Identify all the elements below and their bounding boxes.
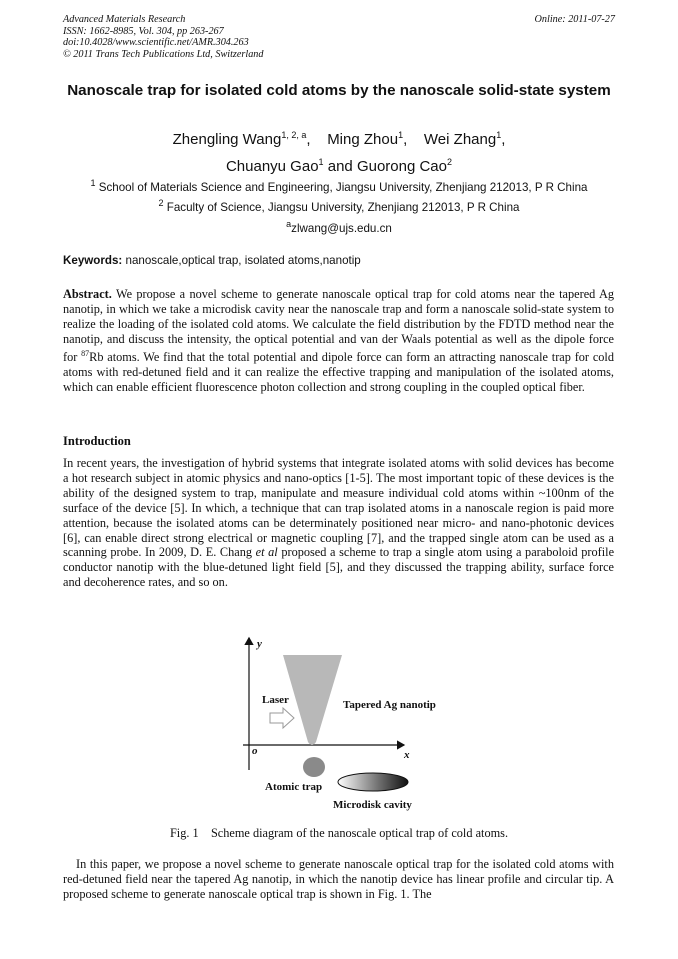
- isotope-sup: 87: [81, 348, 90, 358]
- affiliation-text: School of Materials Science and Engineering, Jiangsu University, Zhenjiang 212013, P R China: [98, 180, 588, 194]
- tapered-nanotip-shape: [283, 655, 342, 745]
- microdisk-label: Microdisk cavity: [333, 799, 412, 811]
- x-axis-label: x: [404, 749, 410, 761]
- figure-1: [0, 630, 678, 830]
- author-name: Wei Zhang: [423, 131, 497, 148]
- abstract: [63, 287, 614, 394]
- keywords: [63, 254, 361, 267]
- body-paragraph: In this paper, we propose a novel scheme to generate nanoscale optical trap for the isolated cold atoms with red-detuned field near the tapered Ag nanotip, in which the nanotip device has linear profile and circular tip. A proposed scheme to generate nanoscale optical trap is shown in Fig. 1. The: [63, 857, 614, 901]
- corresponding-email: [40, 217, 638, 236]
- intro-text-2: proposed a scheme to trap a single atom using a paraboloid profile conductor nanotip with the blue-detuned light field [5], and they discussed the trapping ability, surface force and decoherence rates, and so on.: [63, 545, 615, 590]
- keywords-label: Keywords:: [63, 254, 123, 267]
- journal-header: [63, 14, 263, 60]
- affiliation-sup: 2: [158, 198, 164, 208]
- copyright-line: © 2011 Trans Tech Publications Ltd, Switzerland: [63, 48, 264, 60]
- author-affil-sup: 1, 2, a: [281, 130, 307, 140]
- author-affil-sup: 1: [318, 157, 324, 167]
- figure-caption-number: Fig. 1: [169, 826, 199, 840]
- online-date: Online: 2011-07-27: [534, 14, 615, 25]
- abstract-label: Abstract.: [63, 287, 112, 301]
- author-list: Zhengling Wang$^{1, 2, a}$, Ming Zhou$^1$, Wei Zhang$^1$, Chuanyu Gao$^1$ and Guorong Cao$^2$: [172, 130, 506, 175]
- atomic-trap-atom: [303, 757, 325, 777]
- abstract-text-2: Rb atoms. We find that the total potential and dipole force can form an attracting nanoscale trap for cold atoms with red-detuned field and it can realize the effective trapping and manipulation of the isolated atoms, which can enable efficient fluorescence photon collection and strong coupling in the coupled optical fiber.: [63, 349, 614, 394]
- intro-text-1: In recent years, the investigation of hybrid systems that integrate isolated atoms with solid devices has become a hot research subject in atomic physics and nano-optics [1-5]. The most important topic of these devices is the ability of the designed system to trap, manipulate and measure individual cold atoms within ~100nm of the surface of the device [5]. In which, a technique that can trap isolated atoms in a nanoscale region is paid more attention, because the isolated atoms can be determinately positioned near micro- and nano-photonic devices [6], can enable direct strong electrical or magnetic coupling [7], and the trapped single atom can be used as a scanning probe. In 2009, D. E. Chang: [63, 456, 614, 560]
- author-affil-sup: 1: [398, 130, 404, 140]
- paper-title: Nanoscale trap for isolated cold atoms by the nanoscale solid-state system: [67, 82, 611, 99]
- author-name: Chuanyu Gao: [225, 158, 319, 175]
- figure-caption-text: Scheme diagram of the nanoscale optical trap of cold atoms.: [210, 826, 509, 840]
- author-conjunction: and: [327, 158, 353, 175]
- microdisk-cavity-shape: [338, 773, 408, 791]
- laser-label: Laser: [262, 694, 289, 706]
- email-sup: a: [286, 219, 292, 229]
- author-name: Zhengling Wang: [172, 131, 282, 148]
- author-name: Ming Zhou: [327, 131, 399, 148]
- atomic-trap-label: Atomic trap: [265, 781, 323, 793]
- figure-caption: [0, 826, 678, 841]
- origin-label: o: [252, 745, 258, 757]
- journal-name: Advanced Materials Research: [63, 14, 186, 25]
- section-heading-introduction: Introduction: [63, 434, 131, 448]
- affiliation-text: Faculty of Science, Jiangsu University, Zhenjiang 212013, P R China: [166, 200, 520, 214]
- affiliation-2: [40, 196, 638, 215]
- scheme-diagram: [0, 630, 678, 830]
- doi-line: doi:10.4028/www.scientific.net/AMR.304.263: [63, 37, 249, 49]
- affiliation-1: [40, 176, 638, 195]
- issn-line: ISSN: 1662-8985, Vol. 304, pp 263-267: [63, 25, 224, 37]
- abstract-text-1: We propose a novel scheme to generate nanoscale optical trap for cold atoms near the tapered Ag nanotip, in which we take a microdisk cavity near the nanoscale trap and form a nanoscale solid-state system to realize the loading of the isolated cold atoms. We calculate the field distribution by the FDTD method near the nanotip, and discuss the intensity, the optical potential and van der Waals potential as well as the dipole force for: [63, 287, 614, 364]
- author-affil-sup: 2: [447, 157, 453, 167]
- author-affil-sup: 1: [496, 130, 502, 140]
- author-name: Guorong Cao: [356, 158, 447, 175]
- intro-etal: et al: [255, 545, 278, 560]
- y-axis-label: y: [257, 638, 262, 650]
- keywords-text: nanoscale,optical trap, isolated atoms,nanotip: [125, 254, 361, 267]
- email-address[interactable]: zlwang@ujs.edu.cn: [291, 221, 392, 235]
- affiliation-sup: 1: [90, 178, 96, 188]
- nanotip-label: Tapered Ag nanotip: [343, 699, 436, 711]
- laser-arrow-icon: [270, 708, 294, 728]
- introduction-paragraph: [63, 456, 614, 590]
